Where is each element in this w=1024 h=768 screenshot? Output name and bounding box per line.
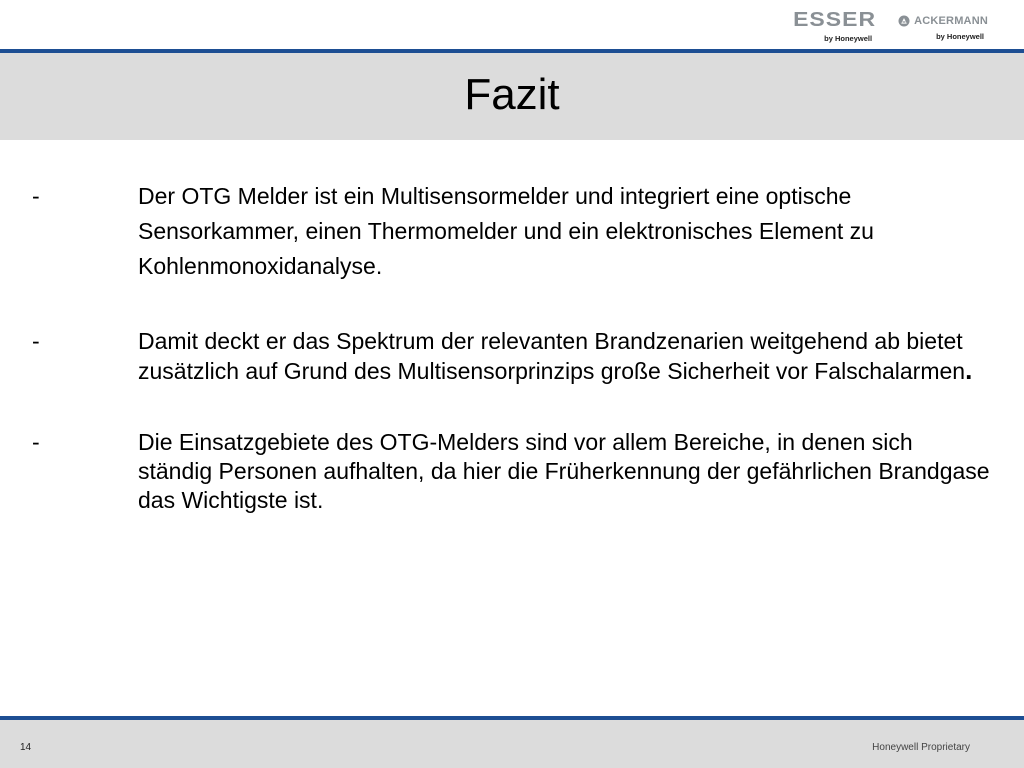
bullet-item [30,327,990,386]
footer-band [0,720,1024,768]
slide-title: Fazit [464,69,560,119]
slide-content [30,182,990,515]
bullet-marker: - [32,429,40,455]
bullet-marker: - [32,183,40,209]
header-logos [793,8,988,46]
bullet-item [30,428,990,515]
ackermann-logo-name: ACKERMANN [914,15,988,27]
bullet-marker: - [32,328,40,354]
page-number: 14 [20,742,32,753]
ackermann-logo-byline: by Honeywell [936,32,984,41]
ackermann-logo-row [898,14,988,28]
bullet-end-punct: . [965,355,973,385]
bullet-text: Die Einsatzgebiete des OTG-Melders sind vor allem Bereiche, in denen sich ständig Personen aufhalten, da hier die Früherkennung der gefährlichen Brandgase das Wichtigste ist. [138,429,990,513]
bullet-text: Damit deckt er das Spektrum der relevanten Brandzenarien weitgehend ab bietet zusätzlich auf Grund des Multisensorprinzips große Sicherheit vor Falschalarmen [138,328,966,384]
esser-logo-name: ESSER [793,7,877,31]
ackermann-logo [898,8,988,41]
ackermann-mark-icon [898,15,910,27]
bullet-text: Der OTG Melder ist ein Multisensormelder und integriert eine optische Sensorkammer, einen Thermomelder und ein elektronisches Element zu Kohlenmonoxidanalyse. [138,183,874,279]
footer-proprietary-note: Honeywell Proprietary [872,742,970,753]
title-band [0,53,1024,140]
bullet-text-wrapper [138,327,990,386]
esser-logo [793,8,876,43]
esser-logo-byline: by Honeywell [824,34,873,43]
bullet-item [30,182,990,284]
